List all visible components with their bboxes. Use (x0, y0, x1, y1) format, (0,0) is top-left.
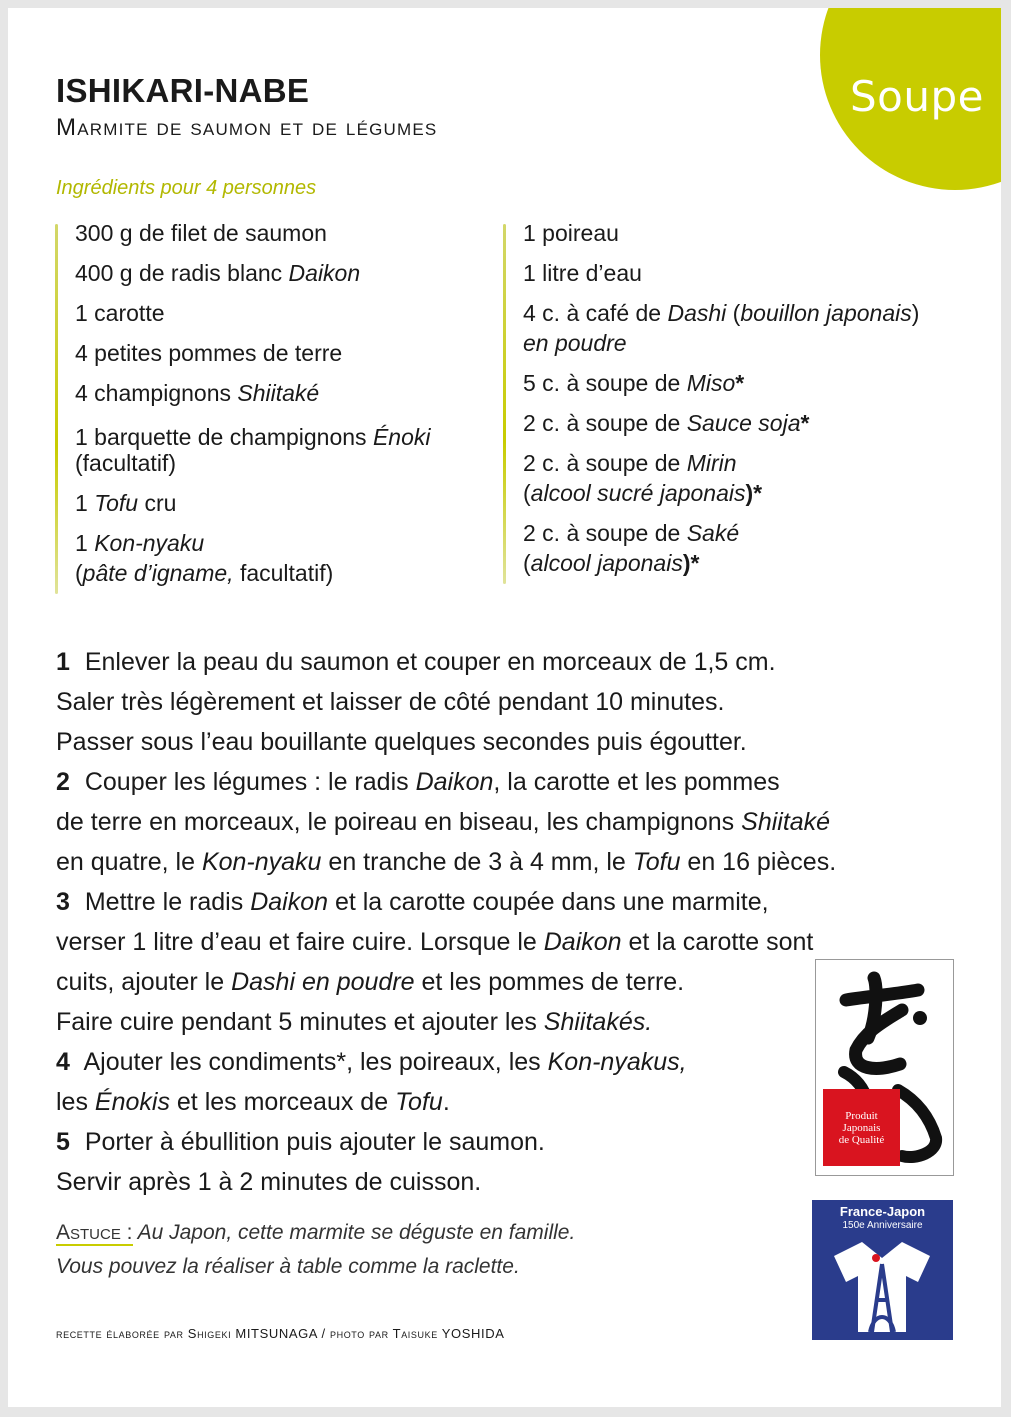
left-ingredient-line: 1 Kon-nyaku (75, 530, 205, 556)
ingredients-heading: Ingrédients pour 4 personnes (56, 177, 317, 199)
step-line: Servir après 1 à 2 minutes de cuisson. (56, 1168, 482, 1196)
quality-line-1: Produit (845, 1110, 878, 1122)
left-ingredient-line: 4 petites pommes de terre (75, 340, 343, 366)
kimono-eiffel-icon (812, 1200, 953, 1340)
left-ingredient-line: 1 barquette de champignons Énoki (75, 424, 431, 450)
left-ingredient-line: 400 g de radis blanc Daikon (75, 260, 361, 286)
tip-line-2: Vous pouvez la réaliser à table comme la raclette. (56, 1255, 520, 1278)
step-line: 3 Mettre le radis Daikon et la carotte coupée dans une marmite, (56, 888, 769, 916)
left-ingredient-line: 300 g de filet de saumon (75, 220, 327, 246)
right-divider-line (503, 224, 506, 584)
left-ingredient-line: 4 champignons Shiitaké (75, 380, 320, 406)
left-ingredient-line: 1 Tofu cru (75, 490, 177, 516)
step-line: de terre en morceaux, le poireau en biseau, les champignons Shiitaké (56, 808, 831, 836)
step-line: 5 Porter à ébullition puis ajouter le saumon. (56, 1128, 545, 1156)
right-ingredient-line: 5 c. à soupe de Miso* (523, 370, 745, 396)
right-ingredient-line: 2 c. à soupe de Sauce soja* (523, 410, 810, 436)
right-ingredient-line: 2 c. à soupe de Mirin (523, 450, 737, 476)
tip-label: Astuce : (56, 1221, 133, 1244)
step-line: les Énokis et les morceaux de Tofu. (56, 1088, 450, 1116)
left-divider-line (55, 224, 58, 594)
step-line: 4 Ajouter les condiments*, les poireaux, les Kon-nyakus, (56, 1048, 687, 1076)
category-label: Soupe (850, 72, 984, 121)
step-line: 1 Enlever la peau du saumon et couper en morceaux de 1,5 cm. (56, 648, 776, 676)
left-ingredient-line: (facultatif) (75, 450, 176, 476)
right-ingredient-line: en poudre (523, 330, 627, 356)
step-line: 2 Couper les légumes : le radis Daikon, la carotte et les pommes (56, 768, 780, 796)
right-ingredient-line: 1 litre d’eau (523, 260, 642, 286)
anniversary-title: France-Japon (839, 1204, 926, 1219)
quality-line-2: Japonais (842, 1122, 881, 1134)
step-line: verser 1 litre d’eau et faire cuire. Lorsque le Daikon et la carotte sont (56, 928, 814, 956)
recipe-card (8, 8, 1001, 1407)
step-line: Faire cuire pendant 5 minutes et ajouter les Shiitakés. (56, 1008, 653, 1036)
left-ingredient-line: 1 carotte (75, 300, 165, 326)
quality-logo (815, 959, 954, 1176)
right-ingredient-line: (alcool japonais)* (523, 550, 700, 576)
right-ingredient-line: (alcool sucré japonais)* (523, 480, 763, 506)
quality-logo-text (823, 1110, 900, 1146)
tip-line-1: Au Japon, cette marmite se déguste en famille. (137, 1221, 576, 1244)
tip-block (56, 1216, 575, 1284)
step-line: Saler très légèrement et laisser de côté pendant 10 minutes. (56, 688, 725, 716)
right-ingredient-line: 4 c. à café de Dashi (bouillon japonais) (523, 300, 920, 326)
preparation-steps (56, 642, 836, 1202)
step-line: cuits, ajouter le Dashi en poudre et les pommes de terre. (56, 968, 685, 996)
right-ingredient-line: 1 poireau (523, 220, 619, 246)
credits: recette élaborée par Shigeki MITSUNAGA / photo par Taisuke YOSHIDA (56, 1326, 505, 1341)
right-ingredient-line: 2 c. à soupe de Saké (523, 520, 740, 546)
quality-line-3: de Qualité (838, 1134, 885, 1146)
step-line: Passer sous l’eau bouillante quelques secondes puis égoutter. (56, 728, 747, 756)
anniversary-subtitle: 150e Anniversaire (842, 1220, 923, 1231)
anniversary-logo (812, 1200, 953, 1340)
recipe-subtitle: Marmite de saumon et de légumes (56, 114, 438, 141)
step-line: en quatre, le Kon-nyaku en tranche de 3 à 4 mm, le Tofu en 16 pièces. (56, 848, 837, 876)
left-ingredient-line: (pâte d’igname, facultatif) (75, 560, 334, 586)
recipe-title: ISHIKARI-NABE (56, 72, 310, 109)
